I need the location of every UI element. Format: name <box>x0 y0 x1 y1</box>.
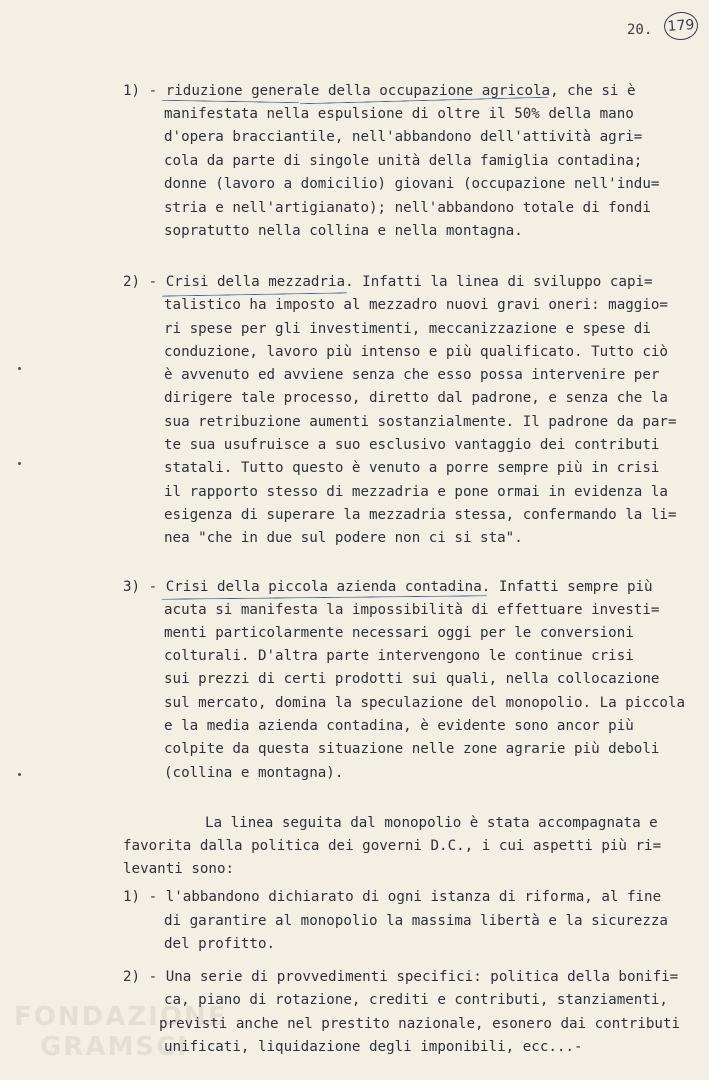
text-line: levanti sono: <box>123 861 235 877</box>
margin-mark <box>18 773 21 776</box>
text-line: stria e nell'artigianato); nell'abbandono totale di fondi <box>164 200 651 216</box>
text-line: dirigere tale processo, diretto dal padrone, e senza che la <box>164 390 668 406</box>
text-line: colpite da questa situazione nelle zone agrarie più deboli <box>164 741 660 757</box>
text-line: di garantire al monopolio la massima libertà e la sicurezza <box>164 913 668 929</box>
text-line: 1) - l'abbandono dichiarato di ogni istanza di riforma, al fine <box>123 889 662 905</box>
text-line: La linea seguita dal monopolio è stata accompagnata e <box>205 815 658 831</box>
text-line: colturali. D'altra parte intervengono le continue crisi <box>164 648 634 664</box>
text-line: te sua usufruisce a suo esclusivo vantaggio dei contributi <box>164 437 660 453</box>
text-line: previsti anche nel prestito nazionale, esonero dai contributi <box>159 1016 681 1032</box>
text-line: statali. Tutto questo è venuto a porre sempre più in crisi <box>164 460 660 476</box>
margin-mark <box>18 367 21 370</box>
watermark: GRAMSCI <box>40 1032 189 1062</box>
text-line: nea "che in due sul podere non ci si sta". <box>164 530 523 546</box>
text-line: donne (lavoro a domicilio) giovani (occupazione nell'indu= <box>164 176 660 192</box>
text-line: e la media azienda contadina, è evidente sono ancor più <box>164 718 634 734</box>
text-line: sua retribuzione aumenti sostanzialmente. Il padrone da par= <box>164 414 677 430</box>
text-line: esigenza di superare la mezzadria stessa, confermando la li= <box>164 507 677 523</box>
text-line: 3) - Crisi della piccola azienda contadina. Infatti sempre più <box>123 579 653 595</box>
text-line: favorita dalla politica dei governi D.C., i cui aspetti più ri= <box>123 838 662 854</box>
text-line: acuta si manifesta la impossibilità di effettuare investi= <box>164 602 660 618</box>
archive-stamp: 179 <box>663 11 699 41</box>
text-line: menti particolarmente necessari oggi per le conversioni <box>164 625 634 641</box>
margin-mark <box>18 462 21 465</box>
text-line: 2) - Una serie di provvedimenti specifici: politica della bonifi= <box>123 969 679 985</box>
text-line: 2) - Crisi della mezzadria. Infatti la linea di sviluppo capi= <box>123 274 653 290</box>
page-number: 20. <box>627 22 653 38</box>
text-line: manifestata nella espulsione di oltre il 50% della mano <box>164 106 634 122</box>
text-line: conduzione, lavoro più intenso e più qualificato. Tutto ciò <box>164 344 668 360</box>
text-line: è avvenuto ed avviene senza che esso possa intervenire per <box>164 367 660 383</box>
text-line: ri spese per gli investimenti, meccanizzazione e spese di <box>164 321 651 337</box>
text-line: (collina e montagna). <box>164 765 344 781</box>
text-line: del profitto. <box>164 936 276 952</box>
text-line: sui prezzi di certi prodotti sui quali, nella collocazione <box>164 671 660 687</box>
text-line: sul mercato, domina la speculazione del monopolio. La piccola <box>164 695 686 711</box>
text-line: d'opera bracciantile, nell'abbandono dell'attività agri= <box>164 129 643 145</box>
text-line: ca, piano di rotazione, crediti e contributi, stanziamenti, <box>164 992 668 1008</box>
text-line: talistico ha imposto al mezzadro nuovi gravi oneri: maggio= <box>164 297 668 313</box>
text-line: il rapporto stesso di mezzadria e pone ormai in evidenza la <box>164 484 668 500</box>
text-line: 1) - riduzione generale della occupazione agricola, che si è <box>123 83 636 99</box>
text-line: unificati, liquidazione degli imponibili, ecc...- <box>164 1039 583 1055</box>
text-line: sopratutto nella collina e nella montagna. <box>164 223 523 239</box>
text-line: cola da parte di singole unità della famiglia contadina; <box>164 153 643 169</box>
watermark: FONDAZIONE <box>14 1002 228 1032</box>
